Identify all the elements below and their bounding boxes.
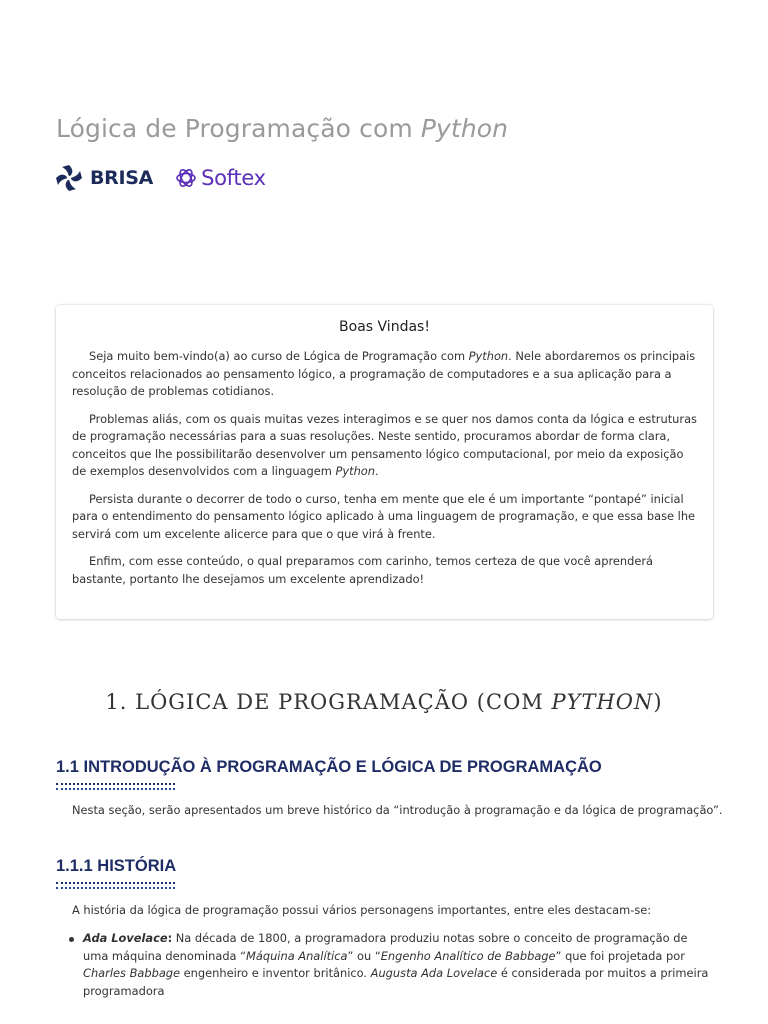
section-1-1-1-underline <box>56 882 175 884</box>
softex-emblem-icon <box>175 167 197 189</box>
welcome-p1-text-end: . Nele abordaremos os principais conceitos relacionados ao pensamento lógico, a programação de computadores e a sua aplicação para a resolução de problemas cotidianos. <box>72 349 696 398</box>
list-item-text-2: ” ou “ <box>347 948 381 963</box>
welcome-p2-python: Python <box>335 464 375 478</box>
chapter-heading <box>0 690 768 714</box>
welcome-p2-text: Problemas aliás, com os quais muitas vezes interagimos e se quer nos damos conta da lógica e estruturas de programação necessárias para a suas resoluções. Neste sentido, procuramos abordar de forma clara, conceitos que lhe possibilitarão desenvolver um pensamento lógico computacional, por meio da exposição de exemplos desenvolvidos com a linguagem <box>72 411 697 478</box>
brisa-emblem-icon <box>54 163 84 193</box>
section-1-1-underline <box>56 783 175 785</box>
list-item-text-4: engenheiro e inventor britânico. <box>180 966 371 980</box>
document-title-main: Lógica de Programação com <box>56 114 413 143</box>
list-item-text-5: é considerada por muitos a primeira programadora <box>83 966 709 998</box>
bullet-icon <box>69 937 74 942</box>
chapter-heading-end: ) <box>653 690 663 714</box>
section-1-1-underline-2 <box>56 788 175 790</box>
list-item-term: Ada Lovelace <box>83 931 168 945</box>
softex-logo <box>175 166 266 190</box>
document-title <box>56 114 508 143</box>
softex-logo-text: Softex <box>201 166 266 190</box>
welcome-p1-python: Python <box>468 349 509 363</box>
document-title-python: Python <box>420 114 509 143</box>
history-list <box>66 930 716 1000</box>
welcome-paragraph-1 <box>72 348 697 401</box>
welcome-paragraph-3: Persista durante o decorrer de todo o curso, tenha em mente que ele é um importante “pontapé” inicial para o entendimento do pensamento lógico aplicado à uma linguagem de programação, e que essa base lhe servirá com um excelente alicerce para que o que virá à frente. <box>72 491 696 541</box>
list-item-colon: : <box>167 931 173 945</box>
section-1-1-1-heading: 1.1.1 HISTÓRIA <box>56 857 177 875</box>
list-item-italic-4: Augusta Ada Lovelace <box>370 966 498 980</box>
list-item <box>66 930 716 1000</box>
welcome-title: Boas Vindas! <box>339 319 430 335</box>
welcome-p2-text-end: . <box>374 464 379 478</box>
list-item-italic-3: Charles Babbage <box>83 966 181 980</box>
brisa-logo <box>54 163 153 193</box>
section-1-1-text: Nesta seção, serão apresentados um breve histórico da “introdução à programação e da lógica de programação”. <box>72 803 723 817</box>
list-item-text-3: ” que foi projetada por <box>555 948 685 963</box>
chapter-heading-main: 1. LÓGICA DE PROGRAMAÇÃO (COM <box>105 690 552 714</box>
welcome-card <box>56 305 713 619</box>
welcome-p1-text: Seja muito bem-vindo(a) ao curso de Lógica de Programação com <box>89 349 469 363</box>
brisa-logo-text: BRISA <box>90 167 154 189</box>
section-1-1-heading: 1.1 INTRODUÇÃO À PROGRAMAÇÃO E LÓGICA DE PROGRAMAÇÃO <box>56 758 602 776</box>
section-1-1-1-underline-2 <box>56 887 175 889</box>
welcome-paragraph-4: Enfim, com esse conteúdo, o qual preparamos com carinho, temos certeza de que você aprenderá bastante, portanto lhe desejamos um excelente aprendizado! <box>72 554 654 586</box>
section-1-1-1-intro: A história da lógica de programação possui vários personagens importantes, entre eles destacam-se: <box>72 903 652 917</box>
list-item-italic-2: Engenho Analítico de Babbage <box>380 948 556 963</box>
list-item-text-1: Na década de 1800, a programadora produziu notas sobre o conceito de programação de uma máquina denominada “ <box>83 931 688 963</box>
welcome-paragraph-2 <box>72 411 697 481</box>
chapter-heading-python: PYTHON <box>551 690 654 714</box>
list-item-italic-1: Máquina Analítica <box>246 948 348 963</box>
partner-logos <box>54 162 266 194</box>
